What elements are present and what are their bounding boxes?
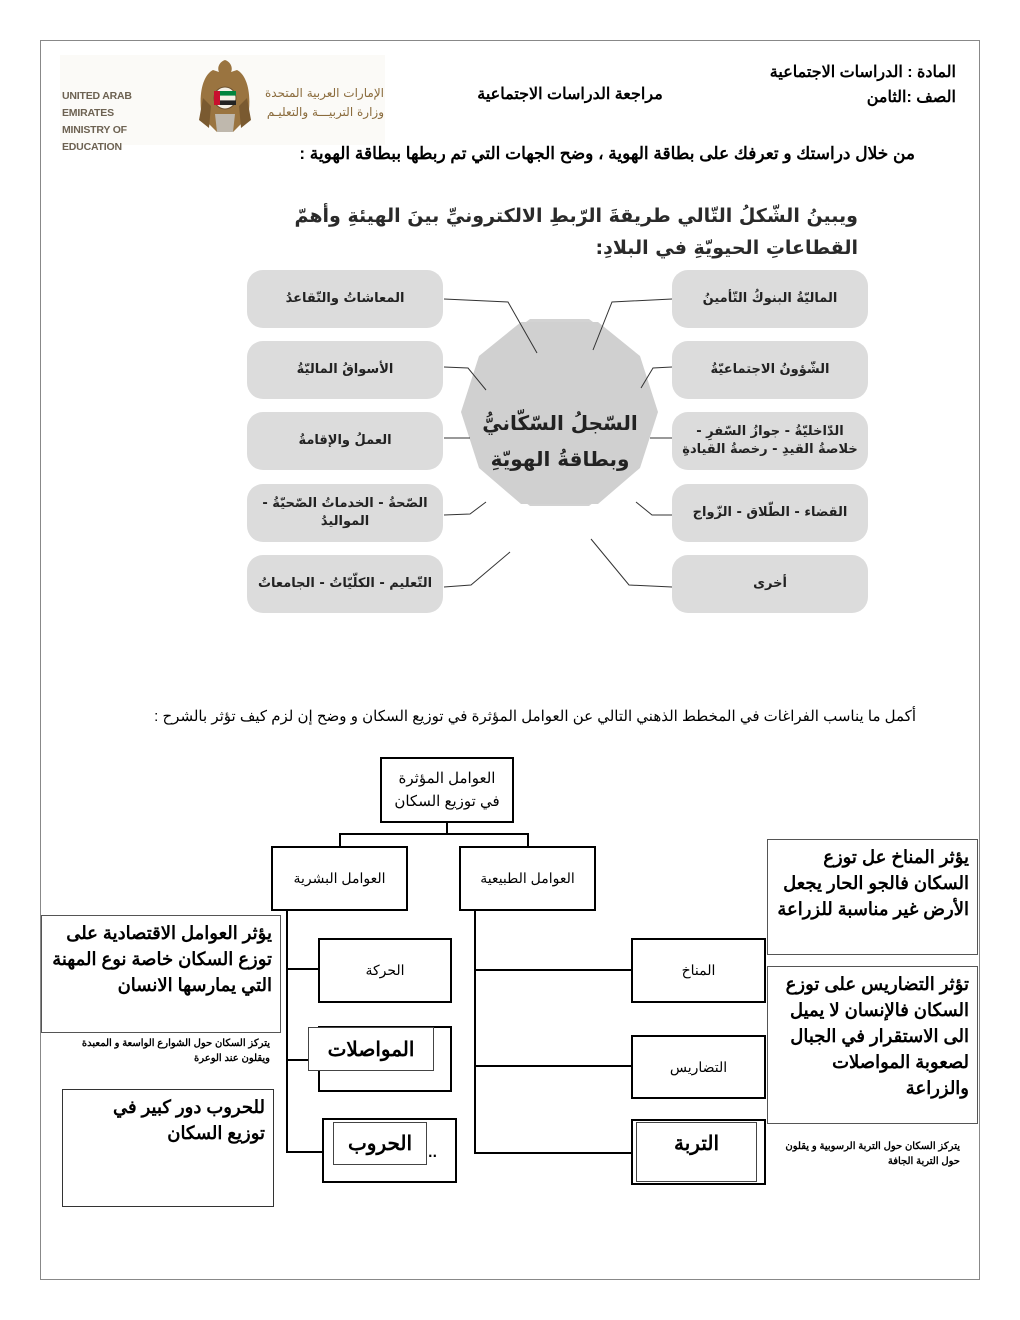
- item-label: الحركة: [365, 962, 405, 978]
- mindmap-root: [380, 757, 514, 823]
- sector-judiciary: [672, 484, 868, 542]
- sector-social-affairs: [672, 341, 868, 399]
- terrain-note: تؤثر التضاريس على توزع السكان فالإنسان لا يميل الى الاستقرار في الجبال لصعوبة المواصلات والزراعة: [767, 966, 978, 1124]
- logo-ar-line1: الإمارات العربية المتحدة: [265, 86, 384, 100]
- sector-label: الماليّةُ البنوكُ التّأمينُ: [702, 291, 838, 306]
- sector-health: [247, 484, 443, 542]
- connector: [474, 1152, 632, 1154]
- sector-label: أخرى: [753, 576, 787, 591]
- item-label: الحروب: [347, 1133, 413, 1155]
- sector-financial-markets: [247, 341, 443, 399]
- sector-pensions: [247, 270, 443, 328]
- connector: [339, 833, 529, 835]
- sector-label: المعاشاتُ والتّقاعدُ: [285, 291, 405, 306]
- logo-en-line1: UNITED ARAB EMIRATES: [62, 90, 132, 119]
- natural-factors-box: [459, 846, 596, 911]
- section1-instruction: من خلال دراستك و تعرفك على بطاقة الهوية ، وضح الجهات التي تم ربطها ببطاقة الهوية :: [299, 144, 915, 163]
- connector: [286, 910, 288, 1152]
- soil-note: يتركز السكان حول التربة الرسوبية و يقلون حول التربة الجافة: [785, 1141, 960, 1167]
- sector-label: الدّاخليّةُ - جوازُ السّفرِ - خلاصةُ القيدِ - رخصةُ القيادةِ: [682, 424, 858, 457]
- natural-factor-climate: [631, 938, 766, 1003]
- natural-factor-soil: [636, 1122, 757, 1182]
- connector: [474, 1065, 632, 1067]
- sector-labor-residence: [247, 412, 443, 470]
- human-factors-box: [271, 846, 408, 911]
- item-label: المناخ: [681, 962, 716, 978]
- sector-finance-banks: [672, 270, 868, 328]
- center-label-line1: السّجلُ السّكّانيُّ: [482, 411, 638, 435]
- connector: [286, 1151, 322, 1153]
- subject-label: المادة : الدراسات الاجتماعية: [769, 64, 956, 81]
- sector-education: [247, 555, 443, 613]
- sector-label: الشّؤونُ الاجتماعيّةُ: [710, 362, 830, 377]
- document-title: مراجعة الدراسات الاجتماعية: [477, 86, 663, 103]
- human-factor-movement: [318, 938, 452, 1003]
- center-label-line2: وبطاقةُ الهويّةِ: [490, 447, 630, 471]
- climate-note: يؤثر المناخ عل توزع السكان فالجو الحار يجعل الأرض غير مناسبة للزراعة: [767, 839, 978, 955]
- connector: [527, 833, 529, 847]
- wars-dots: ..: [428, 1146, 438, 1160]
- economic-factors-note: يؤثر العوامل الاقتصادية على توزع السكان خاصة نوع المهنة التي يمارسها الانسان: [41, 915, 281, 1033]
- sector-label: الصّحةُ - الخدماتُ الصّحيّةُ - المواليدُ: [262, 496, 428, 529]
- connector: [286, 968, 318, 970]
- section1-intro-text: ويبينُ الشّكلُ التّالي طريقةَ الرّبطِ الالكترونيِّ بينَ الهيئةِ وأهمّ القطاعاتِ الحيويّةِ في البلادِ:: [294, 205, 858, 259]
- connector: [474, 910, 476, 1154]
- human-factor-wars: [333, 1122, 427, 1165]
- sector-label: العملُ والإقامةُ: [298, 433, 392, 448]
- logo-en-line2: MINISTRY OF EDUCATION: [62, 124, 127, 153]
- human-factors-label: العوامل البشرية: [293, 870, 386, 886]
- transport-note: يتركز السكان حول الشوارع الواسعة و المعبدة ويقلون عند الوعرة: [81, 1038, 270, 1064]
- sector-label: الأسواقُ الماليّةُ: [296, 362, 394, 377]
- center-label: [475, 405, 645, 477]
- logo-ar-line2: وزارة التربيـــة والتعليـم: [266, 105, 384, 119]
- connector: [474, 969, 632, 971]
- natural-factors-label: العوامل الطبيعية: [480, 870, 575, 886]
- root-label: العوامل المؤثرة في توزيع السكان: [394, 770, 500, 810]
- connector: [339, 833, 341, 847]
- natural-factor-terrain: [631, 1035, 766, 1099]
- item-label: التضاريس: [669, 1058, 728, 1075]
- sector-label: التّعليم - الكلّيّاتُ - الجامعاتُ: [257, 576, 433, 591]
- sector-other: [672, 555, 868, 613]
- human-factor-transport: [308, 1027, 434, 1071]
- sector-interior: [672, 412, 868, 470]
- item-label: المواصلات: [327, 1038, 415, 1061]
- item-label: التربة: [674, 1133, 720, 1155]
- wars-note: للحروب دور كبير في توزيع السكان: [62, 1089, 274, 1207]
- section2-instruction: أكمل ما يناسب الفراغات في المخطط الذهني التالي عن العوامل المؤثرة في توزيع السكان و وضح إن لزم كيف تؤثر بالشرح :: [154, 708, 916, 725]
- sector-label: القضاء - الطّلاق - الزّواج: [692, 505, 848, 520]
- grade-label: الصف :الثامن: [866, 89, 956, 106]
